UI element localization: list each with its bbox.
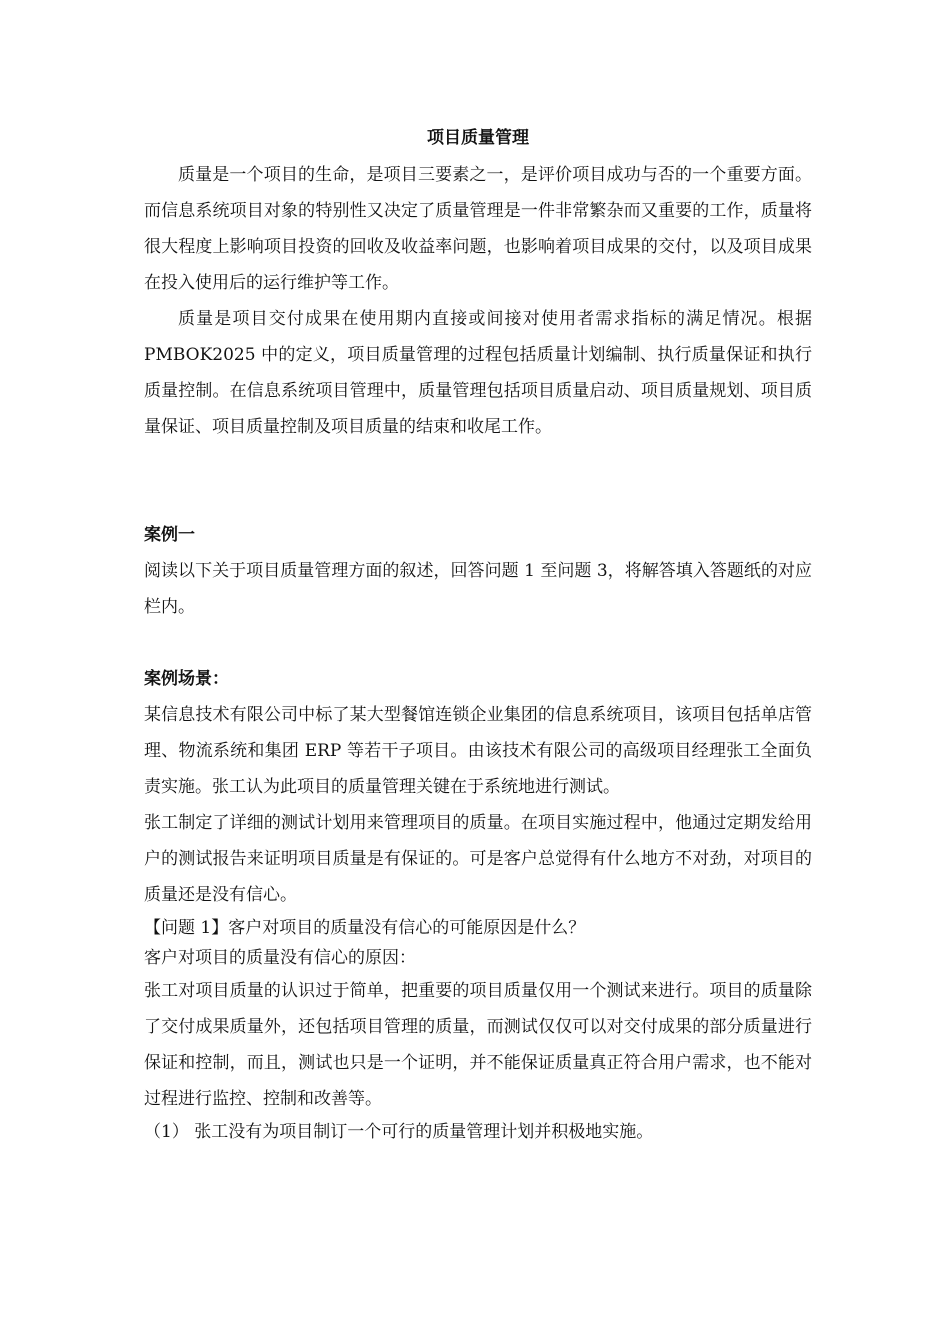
scene-heading: 案例场景： [144,669,229,689]
page-title: 项目质量管理 [427,128,529,148]
intro-paragraph-1: 质量是一个项目的生命，是项目三要素之一，是评价项目成功与否的一个重要方面。而信息系统项目对象的特别性又决定了质量管理是一件非常繁杂而又重要的工作，质量将很大程度上影响项目投资的回收及收益率问题，也影响着项目成果的交付，以及项目成果在投入使用后的运行维护等工作。 [144,165,812,293]
intro-paragraph-2: 质量是项目交付成果在使用期内直接或间接对使用者需求指标的满足情况。根据 PMBOK2025 中的定义，项目质量管理的过程包括质量计划编制、执行质量保证和执行质量控制。在信息系统项目管理中，质量管理包括项目质量启动、项目质量规划、项目质量保证、项目质量控制及项目质量的结束和收尾工作。 [144,309,812,437]
question1-answer-body: 张工对项目质量的认识过于简单，把重要的项目质量仅用一个测试来进行。项目的质量除了交付成果质量外，还包括项目管理的质量，而测试仅仅可以对交付成果的部分质量进行保证和控制，而且，测试也只是一个证明，并不能保证质量真正符合用户需求，也不能对过程进行监控、控制和改善等。 [144,981,812,1109]
scene-paragraph-1: 某信息技术有限公司中标了某大型餐馆连锁企业集团的信息系统项目，该项目包括单店管理、物流系统和集团 ERP 等若干子项目。由该技术有限公司的高级项目经理张工全面负责实施。张工认为此项目的质量管理关键在于系统地进行测试。 [144,705,812,797]
case1-heading: 案例一 [144,525,195,545]
section-spacer [144,445,812,517]
case1-instruction: 阅读以下关于项目质量管理方面的叙述，回答问题 1 至问题 3，将解答填入答题纸的对应栏内。 [144,561,812,617]
section-spacer [144,625,812,661]
question1-text: 【问题 1】客户对项目的质量没有信心的可能原因是什么？ [144,918,586,938]
question1-answer-intro: 客户对项目的质量没有信心的原因： [144,948,416,968]
document-body [144,123,812,1147]
scene-paragraph-2: 张工制定了详细的测试计划用来管理项目的质量。在项目实施过程中，他通过定期发给用户的测试报告来证明项目质量是有保证的。可是客户总觉得有什么地方不对劲，对项目的质量还是没有信心。 [144,813,812,905]
question1-point-1: （1） 张工没有为项目制订一个可行的质量管理计划并积极地实施。 [144,1122,654,1142]
